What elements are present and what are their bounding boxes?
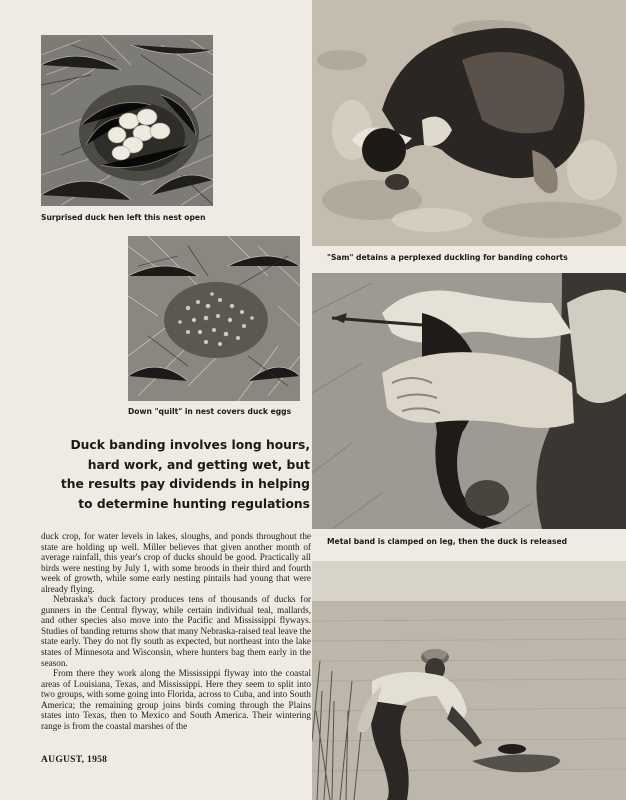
photo-man-releasing-duck xyxy=(312,561,626,800)
photo-down-quilt-nest xyxy=(128,236,300,401)
headline-line-3: the results pay dividends in helping xyxy=(60,477,310,491)
headline-line-2: hard work, and getting wet, but xyxy=(87,457,310,472)
headline xyxy=(44,436,310,514)
headline-line-4: to determine hunting regulations xyxy=(78,496,310,511)
caption-nest-open: Surprised duck hen left this nest open xyxy=(41,213,206,222)
photo-banding-hands xyxy=(312,273,626,529)
photo-dog-duckling xyxy=(312,0,626,246)
article-body xyxy=(41,531,311,731)
article-paragraph-3: From there they work along the Mississippi flyway into the coastal areas of Louisiana, Texas, and Mississippi. Here they seem to split into two groups, with some going into Florida, across to Cuba, and into South America; the remaining group joins birds coming through the Plains states into Texas, then to Mexico and South America. Their wintering range is from the coastal marshes of the xyxy=(41,668,311,731)
article-paragraph-2: Nebraska's duck factory produces tens of thousands of ducks for gunners in the Central flyway, while certain individual teal, mallards, and other species also move into the Pacific and Mississippi flyways. Studies of banding returns show that many Nebraska-raised teal leave the state early. They do not fly south as expected, but northeast into the lake states of Minnesota and Wisconsin, where hunters bag them early in the season. xyxy=(41,594,311,668)
headline-line-1: Duck banding involves long hours, xyxy=(70,438,310,452)
photo-duck-nest-eggs xyxy=(41,35,213,206)
page-footer-date: AUGUST, 1958 xyxy=(41,755,108,765)
caption-band: Metal band is clamped on leg, then the duck is released xyxy=(327,537,568,546)
article-paragraph-1: duck crop, for water levels in lakes, sloughs, and ponds throughout the state are holding up well. Miller believes that given another month of average rainfall, this year's crop of ducks should be good. Practically all birds were nesting by July 1, with some broods in their third and fourth week of growth, while some early nesting pintails had young that were already flying. xyxy=(41,531,311,594)
caption-sam: "Sam" detains a perplexed duckling for banding cohorts xyxy=(327,253,568,262)
caption-quilt: Down "quilt" in nest covers duck eggs xyxy=(128,407,292,416)
